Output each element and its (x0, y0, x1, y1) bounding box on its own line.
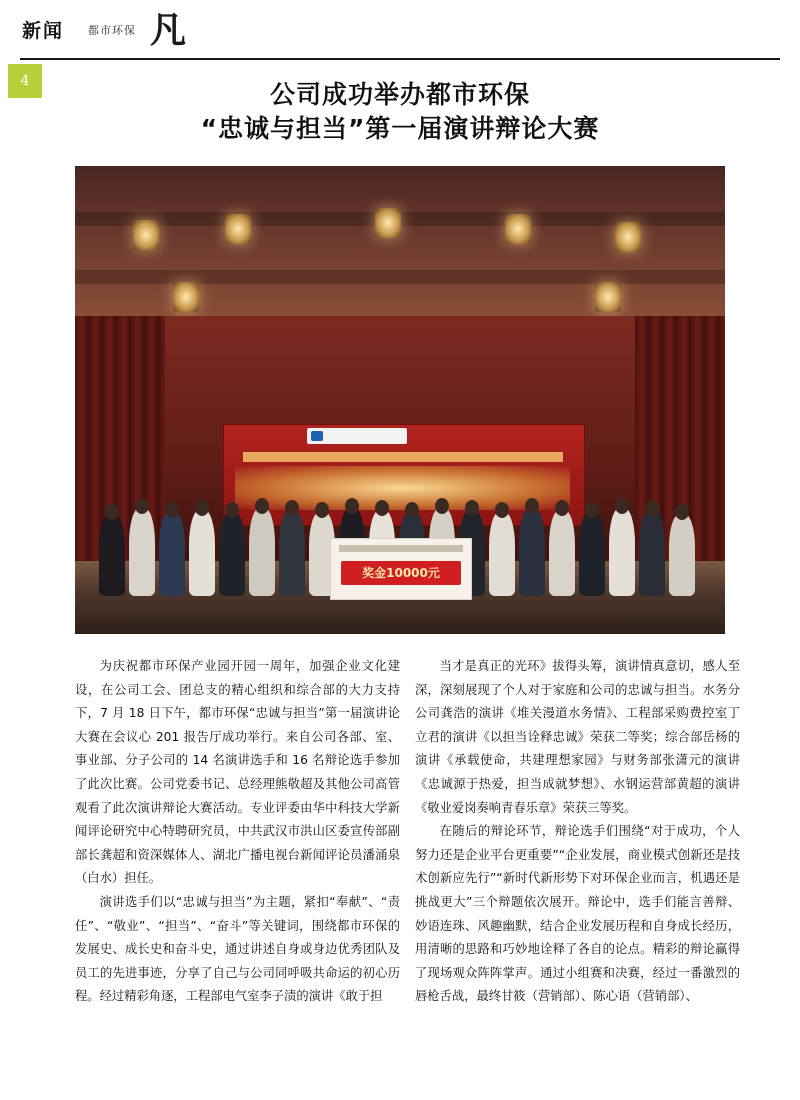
brand-mark-glyph: 凡 (150, 9, 187, 51)
paragraph: 当才是真正的光环》拔得头筹，演讲情真意切，感人至深，深刻展现了个人对于家庭和公司的忠诚与担当。水务分公司龚浩的演讲《堆关漫道水务情》、工程部采购费控室丁立君的演讲《以担当诠释忠诚》荣获二等奖；综合部岳杨的演讲《承载使命，共建理想家园》与财务部张潇元的演讲《忠诚源于热爱，担当成就梦想》、水钢运营部黄超的演讲《敬业爱岗奏响青春乐章》荣获三等奖。 (415, 659, 740, 815)
photo-ceiling-band (75, 270, 725, 284)
backdrop-headline-text (243, 452, 563, 462)
article-column-left (75, 655, 400, 1009)
prize-check-board (330, 538, 472, 600)
page-number-badge (8, 64, 42, 98)
brand-logo (88, 8, 198, 54)
paragraph: 在随后的辩论环节，辩论选手们围绕“对于成功，个人努力还是企业平台更重要”“企业发展，商业模式创新还是技术创新应先行”“新时代新形势下对环保企业而言，机遇还是挑战更大”三个辩题依次展开。辩论中，选手们能言善辩、妙语连珠、风趣幽默，结合企业发展历程和自身成长经历，用清晰的思路和巧妙地诠释了各自的论点。精彩的辩论赢得了现场观众阵阵掌声。通过小组赛和决赛，经过一番激烈的唇枪舌战，最终甘筱（营销部）、陈心语（营销部）、 (415, 824, 740, 1004)
header-divider (20, 58, 780, 60)
stage-light-icon (505, 214, 531, 244)
prize-amount-banner (341, 561, 461, 585)
stage-light-icon (615, 222, 641, 252)
paragraph: 为庆祝都市环保产业园开园一周年，加强企业文化建设，在公司工会、团总支的精心组织和综合部的大力支持下，7 月 18 日下午，都市环保“忠诚与担当”第一届演讲论大赛在会议心 201 报告厅成功举行。来自公司各部、室、事业部、分子公司的 14 名演讲选手和 16 名辩论选手参加了此次比赛。公司党委书记、总经理熊敬超及其他公司高管观看了此次演讲辩论大赛活动。专业评委由华中科技大学新闻评论研究中心特聘研究员，中共武汉市洪山区委宣传部副部长龚超和资深媒体人、湖北广播电视台新闻评论员潘涌泉（白水）担任。 (75, 659, 400, 886)
stage-light-icon (225, 214, 251, 244)
brand-logo-text: 都市环保 (88, 24, 136, 37)
page-number-label: 4 (20, 73, 30, 89)
stage-light-icon (173, 282, 199, 312)
stage-light-icon (595, 282, 621, 312)
prize-amount-label: 奖金10000元 (362, 566, 440, 580)
stage-light-icon (133, 220, 159, 250)
prize-board-header-text (339, 545, 463, 552)
stage-light-icon (375, 208, 401, 238)
backdrop-company-logo (307, 428, 407, 444)
page-title-line-2: “忠诚与担当”第一届演讲辩论大赛 (200, 114, 600, 143)
article-column-right (415, 655, 740, 1009)
section-label: 新闻 (22, 20, 65, 42)
page-title (70, 78, 730, 146)
paragraph: 演讲选手们以“忠诚与担当”为主题，紧扣“奉献”、“责任”、“敬业”、“担当”、“奋斗”等关键词，围绕都市环保的发展史、成长史和奋斗史，通过讲述自身或身边优秀团队及员工的先进事迹，分享了自己与公司同呼吸共命运的初心历程。经过精彩角逐，工程部电气室李子渍的演讲《敢于担 (75, 894, 400, 1004)
page-header (0, 0, 800, 89)
page-title-line-1: 公司成功举办都市环保 (269, 80, 530, 109)
event-group-photo (75, 166, 725, 634)
